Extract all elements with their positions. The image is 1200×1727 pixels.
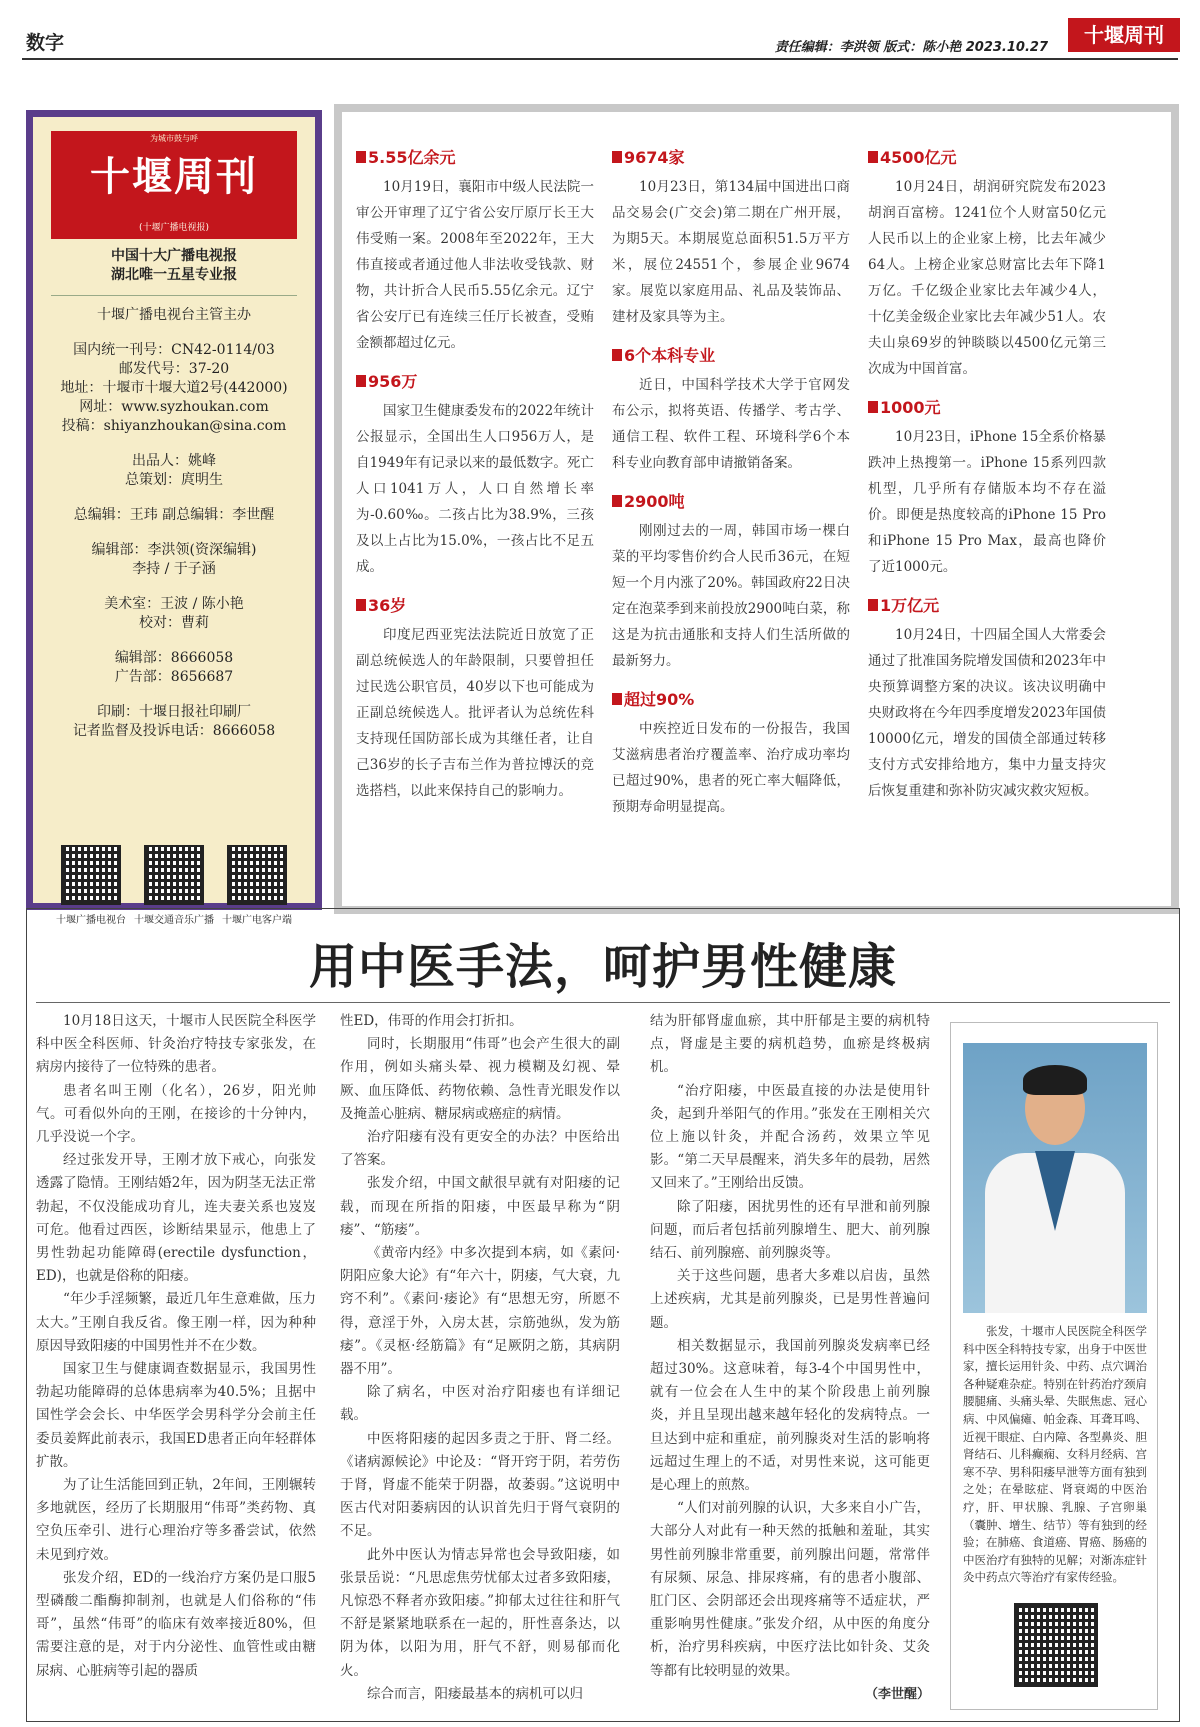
number-heading: 956万 [356,372,594,392]
qr-code-icon[interactable] [144,845,204,905]
email-link[interactable]: 投稿：shiyanzhoukan@sina.com [61,418,287,434]
ad-phone: 广告部：8656687 [114,669,234,685]
paragraph: 综合而言，阳痿最基本的病机可以归 [367,1685,583,1702]
red-square-icon [612,495,622,507]
paragraph: 除了阳痿，困扰男性的还有早泄和前列腺问题，而后者包括前列腺增生、肥大、前列腺结石、前列腺癌、前列腺炎等。 [650,1198,930,1262]
doctor-profile [950,1022,1158,1710]
article-title: 用中医手法，呵护男性健康 [308,939,897,995]
number-body: 中疾控近日发布的一份报告，我国艾滋病患者治疗覆盖率、治疗成功率均已超过90%，患者的死亡率大幅降低，预期寿命明显提高。 [612,721,850,815]
red-square-icon [356,151,366,163]
red-square-icon [868,401,878,413]
article-column-3 [650,1010,930,1706]
paragraph: 治疗阳痿有没有更安全的办法？中医给出了答案。 [340,1129,620,1169]
number-body: 10月23日，iPhone 15全系价格暴跌冲上热搜第一。iPhone 15系列四款机型，几乎所有存储版本均不存在溢价。即便是热度较高的iPhone 15 Pro和iPhone 15 Pro Max，最高也降价了近1000元。 [868,429,1106,575]
chief-editor-line: 总编辑：王玮 副总编辑：李世醒 [73,507,275,523]
publisher-line: 出品人：姚峰 [132,453,216,469]
address-line: 地址：十堰市十堰大道2号(442000) [60,380,288,396]
number-body: 近日，中国科学技术大学于官网发布公示，拟将英语、传播学、考古学、通信工程、软件工程、环境科学6个本科专业向教育部申请撤销备案。 [612,377,850,471]
red-square-icon [356,599,366,611]
paragraph: “年少手淫频繁，最近几年生意难做，压力太大。”王刚自我反省。像王刚一样，因为种种原因导致阳痿的中国男性并不在少数。 [36,1291,316,1354]
red-square-icon [612,693,622,705]
red-square-icon [868,151,878,163]
paragraph: 10月18日这天，十堰市人民医院全科医学科中医全科医师、针灸治疗特技专家张发，在病房内接待了一位特殊的患者。 [36,1013,316,1076]
qr-code-icon[interactable] [227,845,287,905]
photo-caption: 张发，十堰市人民医院全科医学科中医全科特技专家，出身于中医世家，擅长运用针灸、中药、点穴调治各种疑难杂症。特别在针药治疗颈肩腰腿痛、头痛头晕、失眠焦虑、冠心病、中风偏瘫、帕金森、耳聋耳鸣、近视干眼症、白内障、各型鼻炎、胆肾结石、儿科癫痫、女科月经病、宫寒不孕、男科阳痿早泄等方面有独到之处；在晕眩症、肾衰竭的中医治疗，肝、甲状腺、乳腺、子宫卵巢（囊肿、增生、结节）等有独到的经验；在肺癌、食道癌、胃癌、肠癌的中医治疗有独特的见解；对渐冻症针灸中药点穴等治疗有家传经验。 [963,1324,1147,1585]
paragraph: 国家卫生与健康调查数据显示，我国男性勃起功能障碍的总体患病率为40.5%；且据中国性学会会长、中华医学会男科学分会前主任委员姜辉此前表示，我国ED患者正向年轻群体扩散。 [36,1361,316,1470]
number-heading: 36岁 [356,596,594,616]
number-heading: 9674家 [612,148,850,168]
paragraph: 结为肝郁肾虚血瘀，其中肝郁是主要的病机特点，肾虚是主要的病机趋势，血瘀是终极病机。 [650,1013,930,1076]
qr-label: 十堰交通音乐广播 [134,915,214,926]
number-body: 10月24日，胡润研究院发布2023胡润百富榜。1241位个人财富50亿元人民币以上的企业家上榜，比去年减少64人。上榜企业家总财富比去年下降1万亿。千亿级企业家比去年减少4人，十亿美金级企业家比去年减少51人。农夫山泉69岁的钟睒睒以4500亿元第三次成为中国首富。 [868,179,1106,377]
logo-title: 十堰周刊 [90,154,258,200]
website-link[interactable]: 网址：www.syzhoukan.com [79,399,269,415]
masthead-box [26,110,322,926]
number-heading: 5.55亿余元 [356,148,594,168]
editorial-phone: 编辑部：8666058 [114,650,234,666]
numbers-column-2 [612,148,850,836]
header-rule [22,58,1178,60]
host-line: 十堰广播电视台主管主办 [97,307,251,323]
slogan-2: 湖北唯一五星专业报 [111,267,237,283]
section-title: 数字 [26,32,65,54]
number-body: 国家卫生健康委发布的2022年统计公报显示，全国出生人口956万人，是自1949年有记录以来的最低数字。死亡人口1041万人，人口自然增长率为-0.60‰。二孩占比为38.9%，三孩及以上占比为15.0%，一孩占比不足五成。 [356,403,594,575]
divider [51,295,297,296]
paragraph: 患者名叫王刚（化名），26岁，阳光帅气。可看似外向的王刚，在接诊的十分钟内，几乎没说一个字。 [36,1082,316,1146]
paragraph: 张发介绍，ED的一线治疗方案仍是口服5型磷酸二酯酶抑制剂，也就是人们俗称的“伟哥”，虽然“伟哥”的临床有效率接近80%，但需要注意的是，对于内分泌性、血管性或由糖尿病、心脏病等引起的器质 [36,1569,316,1679]
paragraph: 此外中医认为情志异常也会导致阳痿，如张景岳说：“凡思虑焦劳忧郁太过者多致阳痿，凡惊恐不释者亦致阳痿。”抑郁太过往往和肝气不舒是紧紧地联系在一起的，肝性喜条达，以阴为体，以阳为用，肝气不舒，则易郁而化火。 [340,1546,620,1679]
paragraph: 同时，长期服用“伟哥”也会产生很大的副作用，例如头痛头晕、视力模糊及幻视、晕厥、血压降低、药物依赖、急性青光眼发作以及掩盖心脏病、糖尿病或癌症的病情。 [340,1036,620,1122]
planner-line: 总策划：庹明生 [125,472,223,488]
qr-label: 十堰广播电视台 [56,915,126,926]
numbers-column-1 [356,148,594,820]
paragraph: 除了病名，中医对治疗阳痿也有详细记载。 [340,1384,620,1424]
numbers-panel [334,104,1179,914]
title-rule [36,1002,1170,1003]
printer-line: 印刷：十堰日报社印刷厂 [97,704,251,720]
number-body: 10月24日，十四届全国人大常委会通过了批准国务院增发国债和2023年中央预算调整方案的决议。该决议明确中央财政将在今年四季度增发2023年国债10000亿元，增发的国债全部通过转移支付方式安排给地方，集中力量支持灾后恢复重建和弥补防灾减灾救灾短板。 [868,627,1106,799]
editorial-line-2: 李持 / 于子涵 [132,561,216,577]
paragraph: 相关数据显示，我国前列腺炎发病率已经超过30%。这意味着，每3-4个中国男性中，就有一位会在人生中的某个阶段患上前列腺炎，并且呈现出越来越年轻化的发病特点。一旦达到中症和重症，前列腺炎对生活的影响将远超过生理上的不适，对男性来说，这可能更是心理上的煎熬。 [650,1337,930,1494]
page-header [0,0,1200,58]
number-heading: 超过90% [612,690,850,710]
paragraph: 性ED，伟哥的作用会打折扣。 [340,1013,523,1029]
red-square-icon [868,599,878,611]
number-body: 刚刚过去的一周，韩国市场一棵白菜的平均零售价约合人民币36元，在短短一个月内涨了20%。韩国政府22日决定在泡菜季到来前投放2900吨白菜，称这是为抗击通胀和支持人们生活所做的最新努力。 [612,523,850,669]
red-square-icon [612,349,622,361]
article-byline: （李世醒） [864,1686,930,1702]
qr-codes [45,845,303,926]
number-heading: 4500亿元 [868,148,1106,168]
red-square-icon [356,375,366,387]
paragraph: “人们对前列腺的认识，大多来自小广告，大部分人对此有一种天然的抵触和羞耻，其实男性前列腺非常重要，前列腺出问题，常常伴有尿频、尿急、排尿疼痛，有的患者小腹部、肛门区、会阴部还会出现疼痛等不适症状，严重影响男性健康。”张发介绍，从中医的角度分析，治疗男科疾病，中医疗法比如针灸、艾灸等都有比较明显的效果。 [650,1500,930,1679]
paragraph: 张发介绍，中国文献很早就有对阳痿的记载，而现在所指的阳痿，中医最早称为“阴痿”、“筋痿”。 [340,1175,620,1238]
paragraph: 中医将阳痿的起因多责之于肝、肾二经。《诸病源候论》中论及：“肾开窍于阴，若劳伤于肾，肾虚不能荣于阴器，故萎弱。”这说明中医古代对阳萎病因的认识首先归于肾气衰阴的不足。 [340,1430,620,1540]
postal-line: 邮发代号：37-20 [118,361,230,377]
number-body: 10月19日，襄阳市中级人民法院一审公开审理了辽宁省公安厅原厅长王大伟受贿一案。2008年至2022年，王大伟直接或者通过他人非法收受钱款、财物，共计折合人民币5.55亿余元。辽宁省公安厅已有连续三任厅长被查，受贿金额都超过亿元。 [356,179,594,351]
editorial-line: 编辑部：李洪领(资深编辑) [91,542,257,558]
paragraph: “治疗阳痿，中医最直接的办法是使用针灸，起到升举阳气的作用。”张发在王刚相关穴位上施以针灸，并配合汤药，效果立竿见影。“第二天早晨醒来，消失多年的晨勃，居然又回来了。”王刚给出反馈。 [650,1082,930,1192]
number-body: 印度尼西亚宪法法院近日放宽了正副总统候选人的年龄限制，只要曾担任过民选公职官员，40岁以下也可能成为正副总统候选人。批评者认为总统佐科支持现任国防部长成为其继任者，让自己36岁的长子吉布兰作为普拉博沃的竞选搭档，以此来保持自己的影响力。 [356,627,594,799]
number-heading: 1万亿元 [868,596,1106,616]
brand-logo: 十堰周刊 [1068,18,1180,52]
issn-line: 国内统一刊号：CN42-0114/03 [73,342,275,358]
numbers-column-3 [868,148,1106,820]
qr-label: 十堰广电客户端 [222,915,292,926]
paragraph: 经过张发开导，王刚才放下戒心，向张发透露了隐情。王刚结婚2年，因为阴茎无法正常勃起，不仅没能成功育儿，连夫妻关系也岌岌可危。他看过西医，诊断结果显示，他患上了男性勃起功能障碍(erectile dysfunction，ED)，也就是俗称的阳痿。 [36,1152,316,1285]
complaint-line: 记者监督及投诉电话：8666058 [72,723,276,739]
number-body: 10月23日，第134届中国进出口商品交易会(广交会)第二期在广州开展，为期5天。本期展览总面积51.5万平方米，展位24551个，参展企业9674家。展览以家庭用品、礼品及装饰品、建材及家具等为主。 [612,179,850,325]
number-heading: 1000元 [868,398,1106,418]
article-column-1 [36,1010,316,1683]
number-heading: 2900吨 [612,492,850,512]
paragraph: 为了让生活能回到正轨，2年间，王刚辗转多地就医，经历了长期服用“伟哥”类药物、真空负压牵引、进行心理治疗等多番尝试，依然未见到疗效。 [36,1477,316,1563]
logo-subtitle: (十堰广播电视报) [138,223,210,233]
article-column-2 [340,1010,620,1706]
editor-credits: 责任编辑：李洪领 版式：陈小艳 2023.10.27 [774,40,1048,55]
art-line: 美术室：王波 / 陈小艳 [104,596,244,612]
number-heading: 6个本科专业 [612,346,850,366]
paragraph: 《黄帝内经》中多次提到本病，如《素问·阴阳应象大论》有“年六十，阴痿，气大衰，九窍不利”。《素问·痿论》有“思想无穷，所愿不得，意淫于外，入房太甚，宗筋弛纵，发为筋痿”。《灵枢·经筋篇》有“足厥阴之筋，其病阴器不用”。 [340,1245,620,1378]
slogan-1: 中国十大广播电视报 [111,248,237,264]
doctor-photo [963,1043,1147,1313]
qr-code-icon[interactable] [1014,1603,1098,1687]
paragraph: 关于这些问题，患者大多难以启齿，虽然上述疾病，尤其是前列腺炎，已是男性普遍问题。 [650,1268,930,1331]
masthead-logo [51,131,297,239]
proof-line: 校对：曹莉 [139,615,209,631]
red-square-icon [612,151,622,163]
qr-code-icon[interactable] [61,845,121,905]
logo-tagline: 为城市鼓与呼 [150,134,198,143]
